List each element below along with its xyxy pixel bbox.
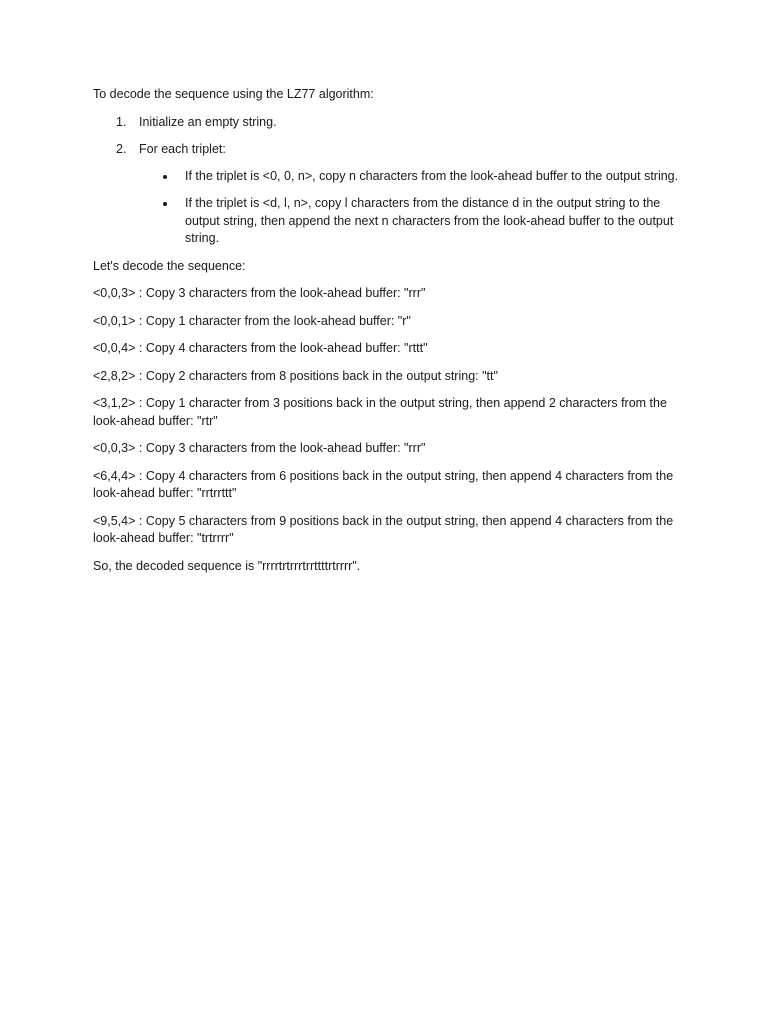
decode-step: <9,5,4> : Copy 5 characters from 9 positions back in the output string, then append 4 characters from the look-ahead buffer: "trtrrrr" [93, 513, 674, 545]
decode-step: <0,0,3> : Copy 3 characters from the look-ahead buffer: "rrr" [93, 441, 426, 455]
decode-step: <6,4,4> : Copy 4 characters from 6 positions back in the output string, then append 4 characters from the look-ahead buffer: "rrtrrttt" [93, 468, 674, 500]
bullet-item: If the triplet is <0, 0, n>, copy n characters from the look-ahead buffer to the output string. [139, 168, 683, 186]
bullet-list [139, 168, 683, 248]
decode-step: <3,1,2> : Copy 1 character from 3 positions back in the output string, then append 2 characters from the look-ahead buffer: "rtr" [93, 396, 667, 428]
decode-step: <0,0,3> : Copy 3 characters from the look-ahead buffer: "rrr" [93, 286, 426, 300]
intro-paragraph: To decode the sequence using the LZ77 algorithm: [93, 87, 374, 101]
step-text: Initialize an empty string. [139, 114, 277, 129]
step-text: For each triplet: [139, 142, 226, 156]
step-item-1 [93, 114, 683, 132]
decode-step: <2,8,2> : Copy 2 characters from 8 positions back in the output string: "tt" [93, 368, 498, 383]
decode-step: <0,0,4> : Copy 4 characters from the look-ahead buffer: "rttt" [93, 341, 428, 355]
lead-in-paragraph: Let's decode the sequence: [93, 258, 246, 273]
conclusion-paragraph: So, the decoded sequence is "rrrrtrtrrrtrrttttrtrrrr". [93, 558, 361, 573]
bullet-item: If the triplet is <d, l, n>, copy l characters from the distance d in the output string to the output string, then append the next n characters from the look-ahead buffer to the output string. [139, 195, 683, 248]
step-number: 1. [116, 114, 127, 129]
decode-step: <0,0,1> : Copy 1 character from the look-ahead buffer: "r" [93, 313, 411, 328]
steps-list [93, 114, 683, 248]
document-body [93, 86, 683, 585]
step-item-2 [93, 141, 683, 248]
step-number: 2. [116, 142, 127, 156]
